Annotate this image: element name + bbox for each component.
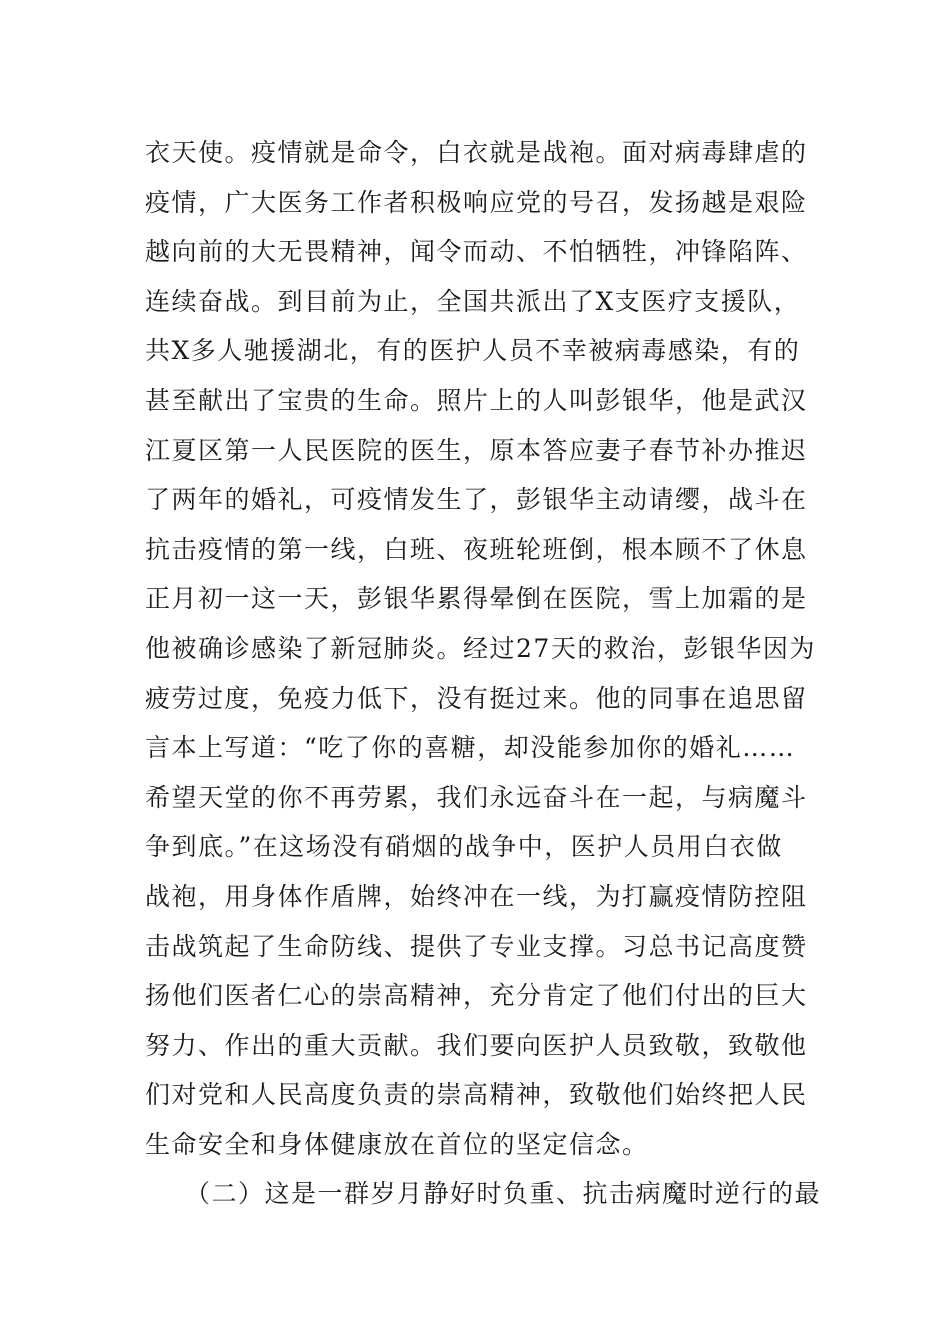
text-line: 们对党和人民高度负责的崇高精神，致敬他们始终把人民 — [145, 1080, 808, 1110]
text-line: 连续奋战。到目前为止，全国共派出了X支医疗支援队， — [145, 286, 801, 316]
section-heading-line: （二）这是一群岁月静好时负重、抗击病魔时逆行的最 — [185, 1179, 822, 1209]
text-line: 越向前的大无畏精神，闻令而动、不怕牺牲，冲锋陷阵、 — [145, 237, 808, 267]
text-line: 言本上写道：“吃了你的喜糖，却没能参加你的婚礼…… — [145, 733, 796, 763]
text-line: 疲劳过度，免疫力低下，没有挺过来。他的同事在追思留 — [145, 683, 808, 713]
text-line: 共X多人驰援湖北，有的医护人员不幸被病毒感染，有的 — [145, 336, 801, 366]
text-line: 疫情，广大医务工作者积极响应党的号召，发扬越是艰险 — [145, 187, 808, 217]
text-line: 甚至献出了宝贵的生命。照片上的人叫彭银华，他是武汉 — [145, 385, 808, 415]
text-line: 衣天使。疫情就是命令，白衣就是战袍。面对病毒肆虐的 — [145, 138, 808, 167]
body-text — [145, 128, 825, 1219]
text-line: 了两年的婚礼，可疫情发生了，彭银华主动请缨，战斗在 — [145, 485, 808, 515]
text-line: 生命安全和身体健康放在首位的坚定信念。 — [145, 1129, 649, 1159]
text-line: 他被确诊感染了新冠肺炎。经过27天的救治，彭银华因为 — [145, 633, 816, 663]
text-line: 击战筑起了生命防线、提供了专业支撑。习总书记高度赞 — [145, 931, 808, 961]
text-line: 正月初一这一天，彭银华累得晕倒在医院，雪上加霜的是 — [145, 584, 808, 614]
text-line: 江夏区第一人民医院的医生，原本答应妻子春节补办推迟 — [145, 435, 808, 465]
text-line: 努力、作出的重大贡献。我们要向医护人员致敬，致敬他 — [145, 1030, 808, 1060]
text-line: 战袍，用身体作盾牌，始终冲在一线，为打赢疫情防控阻 — [145, 881, 808, 911]
text-line: 争到底。”在这场没有硝烟的战争中，医护人员用白衣做 — [145, 832, 783, 862]
text-line: 希望天堂的你不再劳累，我们永远奋斗在一起，与病魔斗 — [145, 782, 808, 812]
text-line: 扬他们医者仁心的崇高精神，充分肯定了他们付出的巨大 — [145, 981, 808, 1011]
text-line: 抗击疫情的第一线，白班、夜班轮班倒，根本顾不了休息 — [145, 534, 808, 564]
